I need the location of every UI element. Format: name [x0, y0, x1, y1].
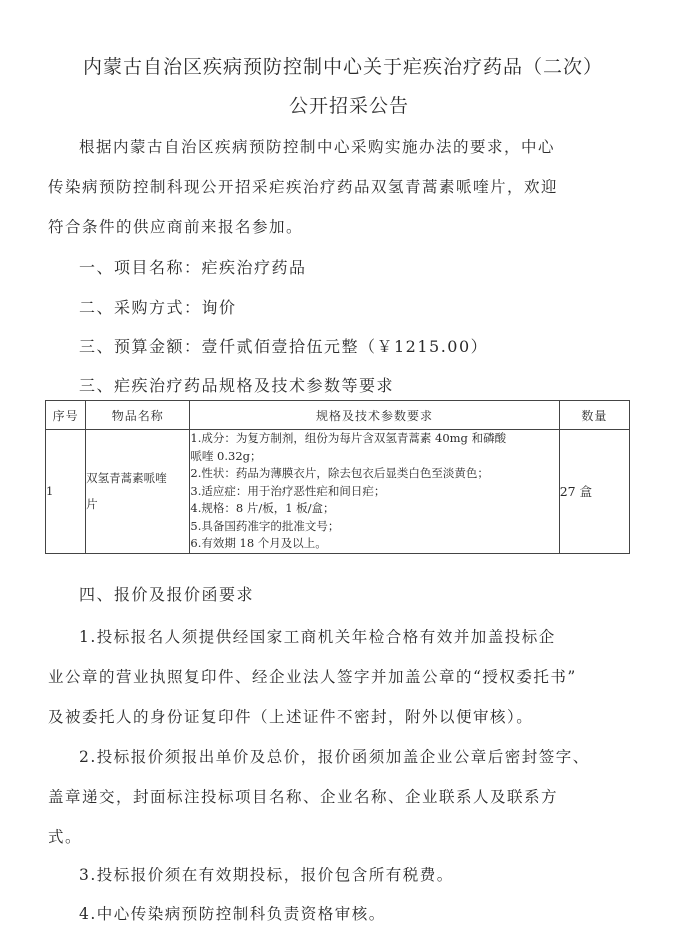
header-spec: 规格及技术参数要求	[190, 401, 559, 430]
header-name: 物品名称	[86, 401, 190, 430]
spec-line-7: 6.有效期 18 个月及以上。	[190, 536, 327, 550]
requirement-3: 3.投标报价须在有效期投标，报价包含所有税费。	[79, 866, 454, 884]
section-procurement-method: 二、采购方式：询价	[79, 298, 237, 317]
spec-line-1: 1.成分：为复方制剂，组份为每片含双氢青蒿素 40mg 和磷酸	[190, 431, 507, 445]
intro-line-3: 符合条件的供应商前来报名参加。	[48, 218, 304, 236]
req2-line-2: 盖章递交，封面标注投标项目名称、企业名称、企业联系人及联系方	[48, 788, 559, 806]
row-name-line-2: 片	[86, 497, 98, 512]
document-title-line-1: 内蒙古自治区疾病预防控制中心关于疟疾治疗药品（二次）	[82, 56, 603, 78]
spec-line-5: 4.规格：8 片/板，1 板/盒；	[190, 501, 335, 515]
intro-line-1: 根据内蒙古自治区疾病预防控制中心采购实施办法的要求，中心	[79, 138, 556, 156]
spec-line-4: 3.适应症：用于治疗恶性疟和间日疟；	[190, 483, 386, 498]
row-no: 1	[46, 430, 86, 554]
document-title-line-2: 公开招采公告	[288, 95, 409, 117]
section-quotation-requirements: 四、报价及报价函要求	[79, 585, 255, 604]
intro-line-2: 传染病预防控制科现公开招采疟疾治疗药品双氢青蒿素哌喹片，欢迎	[48, 178, 559, 196]
section-project-name: 一、项目名称：疟疾治疗药品	[79, 258, 307, 277]
requirement-4: 4.中心传染病预防控制科负责资格审核。	[79, 905, 386, 923]
spec-table	[45, 400, 630, 554]
row-name	[86, 430, 190, 554]
req2-line-1: 2.投标报价须报出单价及总价，报价函须加盖企业公章后密封签字、	[79, 748, 590, 766]
row-name-line-1: 双氢青蒿素哌喹	[86, 471, 167, 486]
header-no: 序号	[46, 401, 86, 430]
header-qty: 数量	[559, 401, 629, 430]
section-budget-amount: 三、预算金额：壹仟贰佰壹拾伍元整（￥1215.00）	[79, 337, 489, 356]
section-specifications: 三、疟疾治疗药品规格及技术参数等要求	[79, 376, 395, 395]
req2-line-3: 式。	[48, 828, 83, 846]
req1-line-3: 及被委托人的身份证复印件（上述证件不密封，附外以便审核）。	[48, 708, 534, 726]
table-row	[46, 430, 630, 554]
req1-line-2: 业公章的营业执照复印件、经企业法人签字并加盖公章的“授权委托书”	[48, 668, 577, 686]
row-qty: 27 盒	[559, 430, 629, 554]
spec-line-6: 5.具备国药准字的批准文号；	[190, 518, 340, 533]
spec-line-2: 哌喹 0.32g；	[190, 448, 262, 463]
req1-line-1: 1.投标报名人须提供经国家工商机关年检合格有效并加盖投标企	[79, 628, 556, 646]
row-spec	[190, 430, 559, 554]
table-header-row	[46, 401, 630, 430]
spec-line-3: 2.性状：药品为薄膜衣片，除去包衣后显类白色至淡黄色；	[190, 466, 489, 480]
